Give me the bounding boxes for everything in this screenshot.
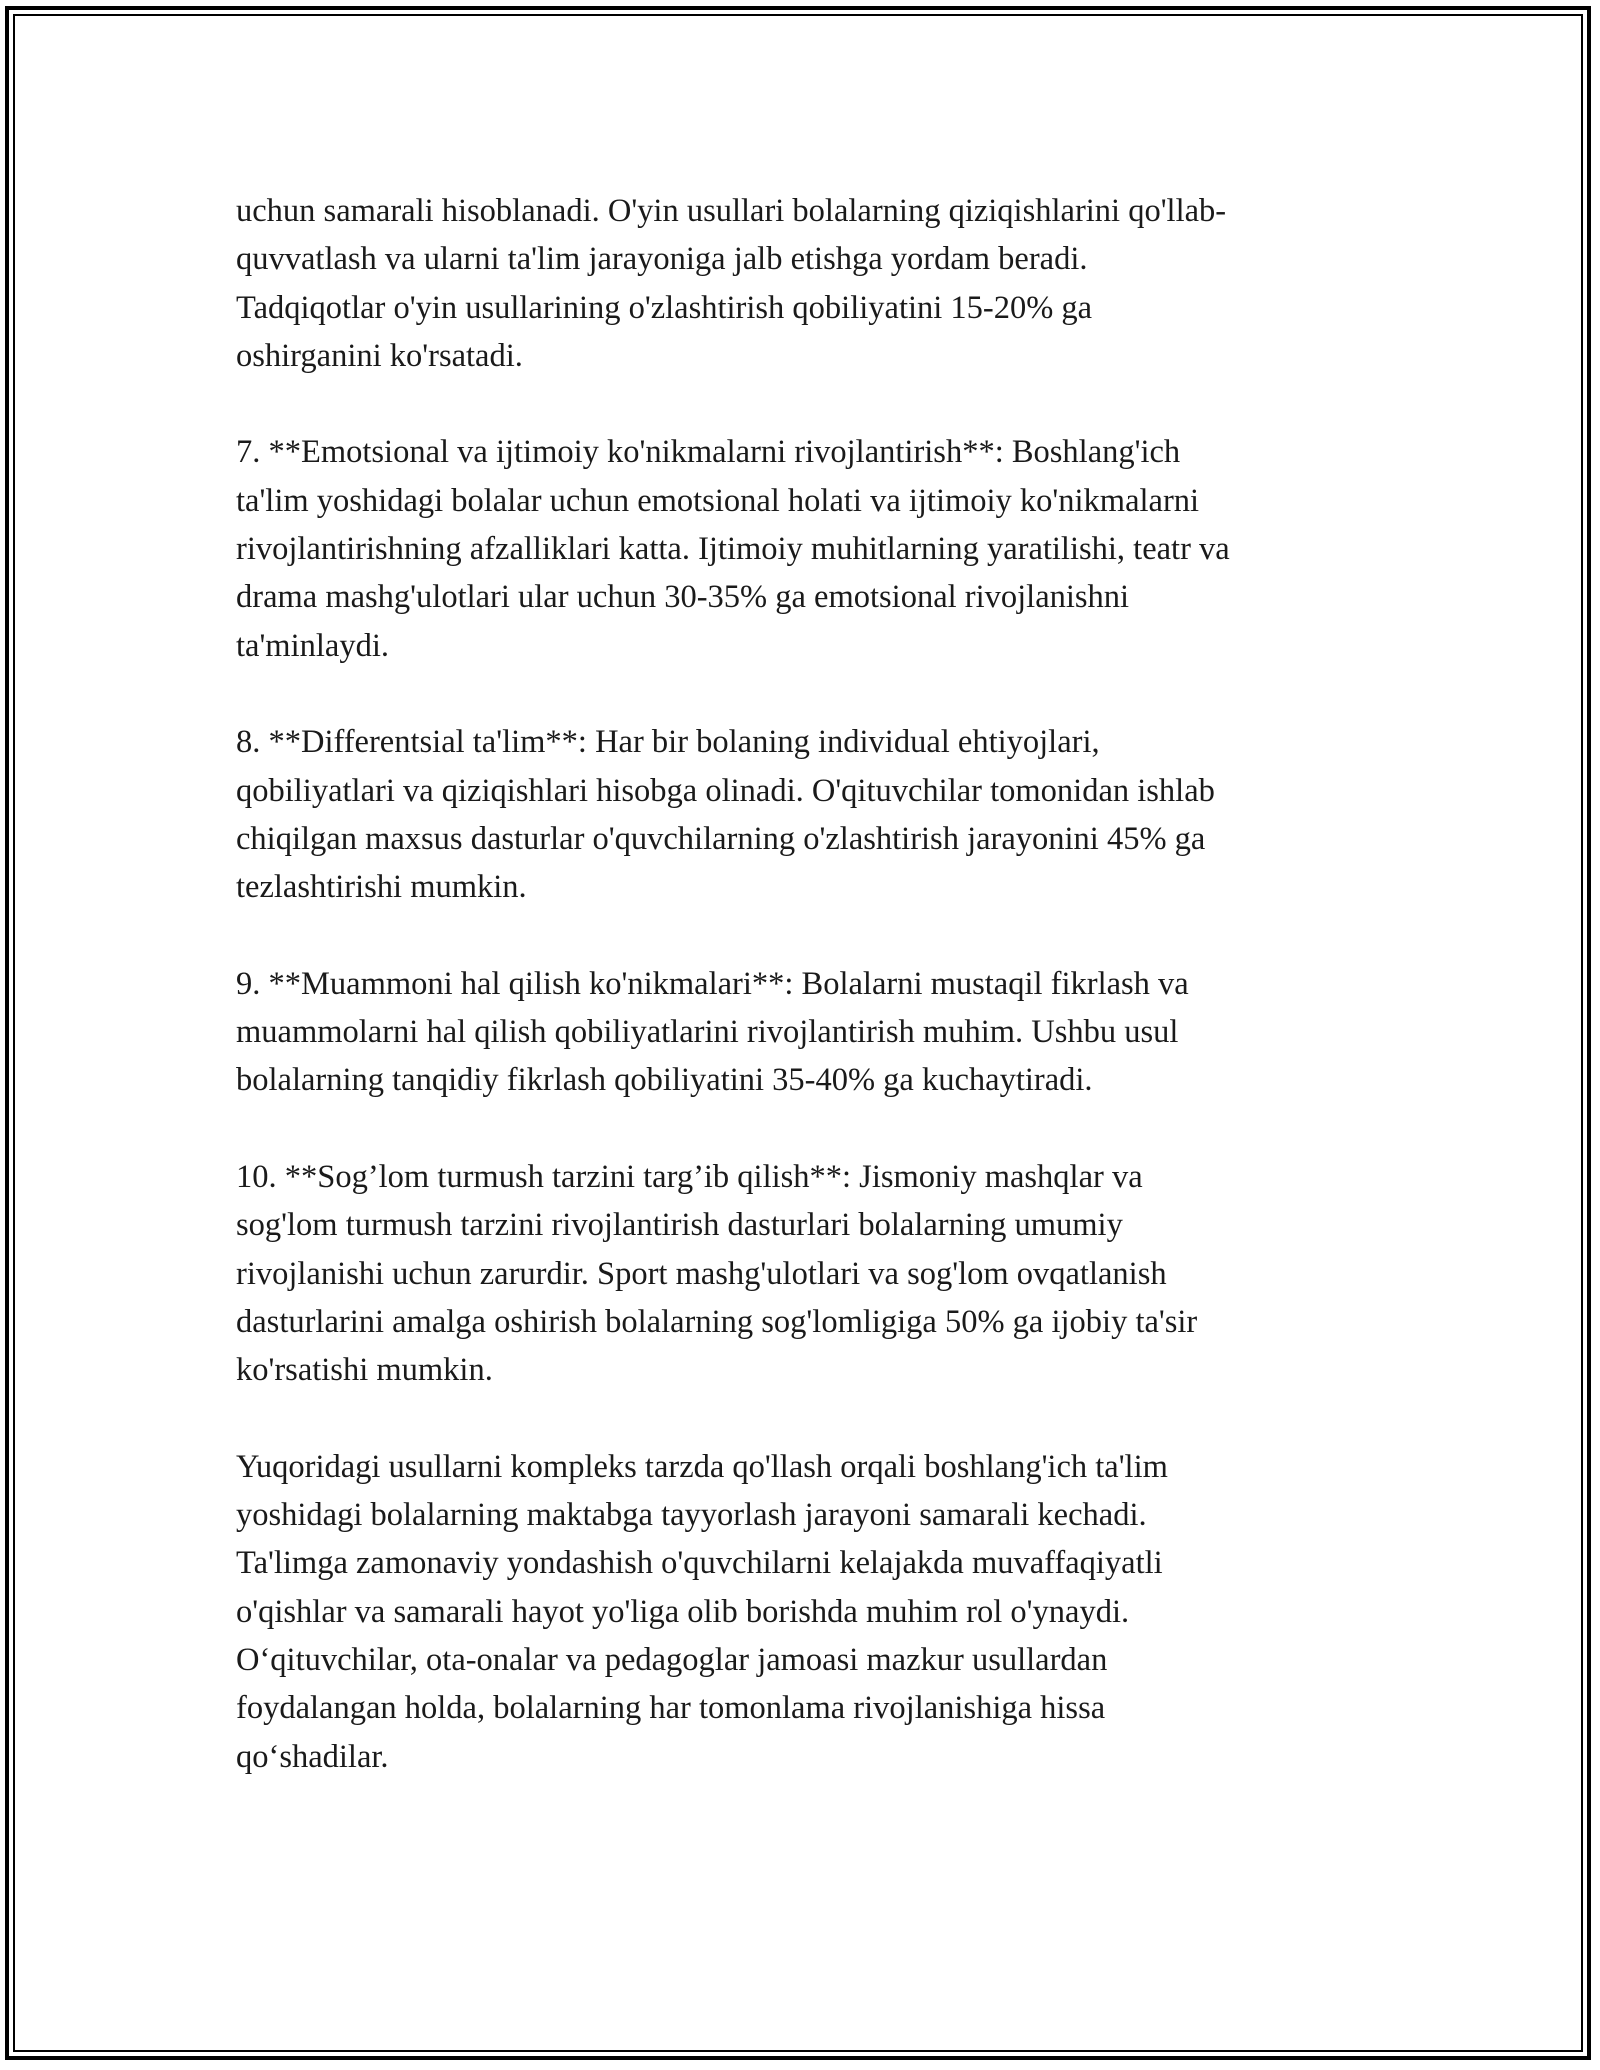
text-line: O‘qituvchilar, ota-onalar va pedagoglar jamoasi mazkur usullardan: [236, 1641, 1108, 1678]
text-line: sog'lom turmush tarzini rivojlantirish dasturlari bolalarning umumiy: [236, 1207, 1123, 1244]
text-line: bolalarning tanqidiy fikrlash qobiliyatini 35-40% ga kuchaytiradi.: [236, 1062, 1093, 1099]
text-line: rivojlanishi uchun zarurdir. Sport mashg'ulotlari va sog'lom ovqatlanish: [236, 1255, 1167, 1292]
text-line: oshirganini ko'rsatadi.: [236, 337, 523, 374]
text-line: 9. **Muammoni hal qilish ko'nikmalari**: Bolalarni mustaqil fikrlash va: [236, 965, 1189, 1002]
text-line: qo‘shadilar.: [236, 1738, 389, 1775]
text-line: o'qishlar va samarali hayot yo'liga olib borishda muhim rol o'ynaydi.: [236, 1593, 1130, 1630]
paragraph-item-8: [236, 718, 1376, 911]
text-line: Tadqiqotlar o'yin usullarining o'zlashtirish qobiliyatini 15-20% ga: [236, 289, 1093, 326]
text-line: chiqilgan maxsus dasturlar o'quvchilarning o'zlashtirish jarayonini 45% ga: [236, 820, 1206, 857]
text-line: foydalangan holda, bolalarning har tomonlama rivojlanishiga hissa: [236, 1690, 1106, 1727]
text-line: rivojlantirishning afzalliklari katta. Ijtimoiy muhitlarning yaratilishi, teatr va: [236, 531, 1230, 568]
document-body: [236, 187, 1376, 1829]
text-line: qobiliyatlari va qiziqishlari hisobga olinadi. O'qituvchilar tomonidan ishlab: [236, 772, 1215, 809]
text-line: muammolarni hal qilish qobiliyatlarini rivojlantirish muhim. Ushbu usul: [236, 1014, 1179, 1051]
text-line: dasturlarini amalga oshirish bolalarning sog'lomligiga 50% ga ijobiy ta'sir: [236, 1303, 1198, 1340]
paragraph-item-9: [236, 960, 1376, 1105]
text-line: Ta'limga zamonaviy yondashish o'quvchilarni kelajakda muvaffaqiyatli: [236, 1545, 1163, 1582]
text-line: 10. **Sog’lom turmush tarzini targ’ib qilish**: Jismoniy mashqlar va: [236, 1158, 1143, 1195]
text-line: Yuqoridagi usullarni kompleks tarzda qo'llash orqali boshlang'ich ta'lim: [236, 1448, 1168, 1485]
text-line: ta'lim yoshidagi bolalar uchun emotsional holati va ijtimoiy ko'nikmalarni: [236, 482, 1200, 519]
paragraph-conclusion: [236, 1443, 1376, 1781]
text-line: ko'rsatishi mumkin.: [236, 1352, 493, 1389]
paragraph-item-10: [236, 1153, 1376, 1394]
text-line: yoshidagi bolalarning maktabga tayyorlash jarayoni samarali kechadi.: [236, 1497, 1147, 1534]
text-line: uchun samarali hisoblanadi. O'yin usullari bolalarning qiziqishlarini qo'llab-: [236, 193, 1227, 229]
paragraph-item-7: [236, 428, 1376, 669]
text-line: 8. **Differentsial ta'lim**: Har bir bolaning individual ehtiyojlari,: [236, 724, 1100, 761]
text-line: tezlashtirishi mumkin.: [236, 869, 527, 906]
text-line: quvvatlash va ularni ta'lim jarayoniga jalb etishga yordam beradi.: [236, 241, 1088, 278]
text-line: 7. **Emotsional va ijtimoiy ko'nikmalarni rivojlantirish**: Boshlang'ich: [236, 434, 1181, 471]
text-line: ta'minlaydi.: [236, 627, 389, 664]
text-line: drama mashg'ulotlari ular uchun 30-35% ga emotsional rivojlanishni: [236, 579, 1130, 616]
paragraph-intro-continuation: [236, 187, 1376, 380]
